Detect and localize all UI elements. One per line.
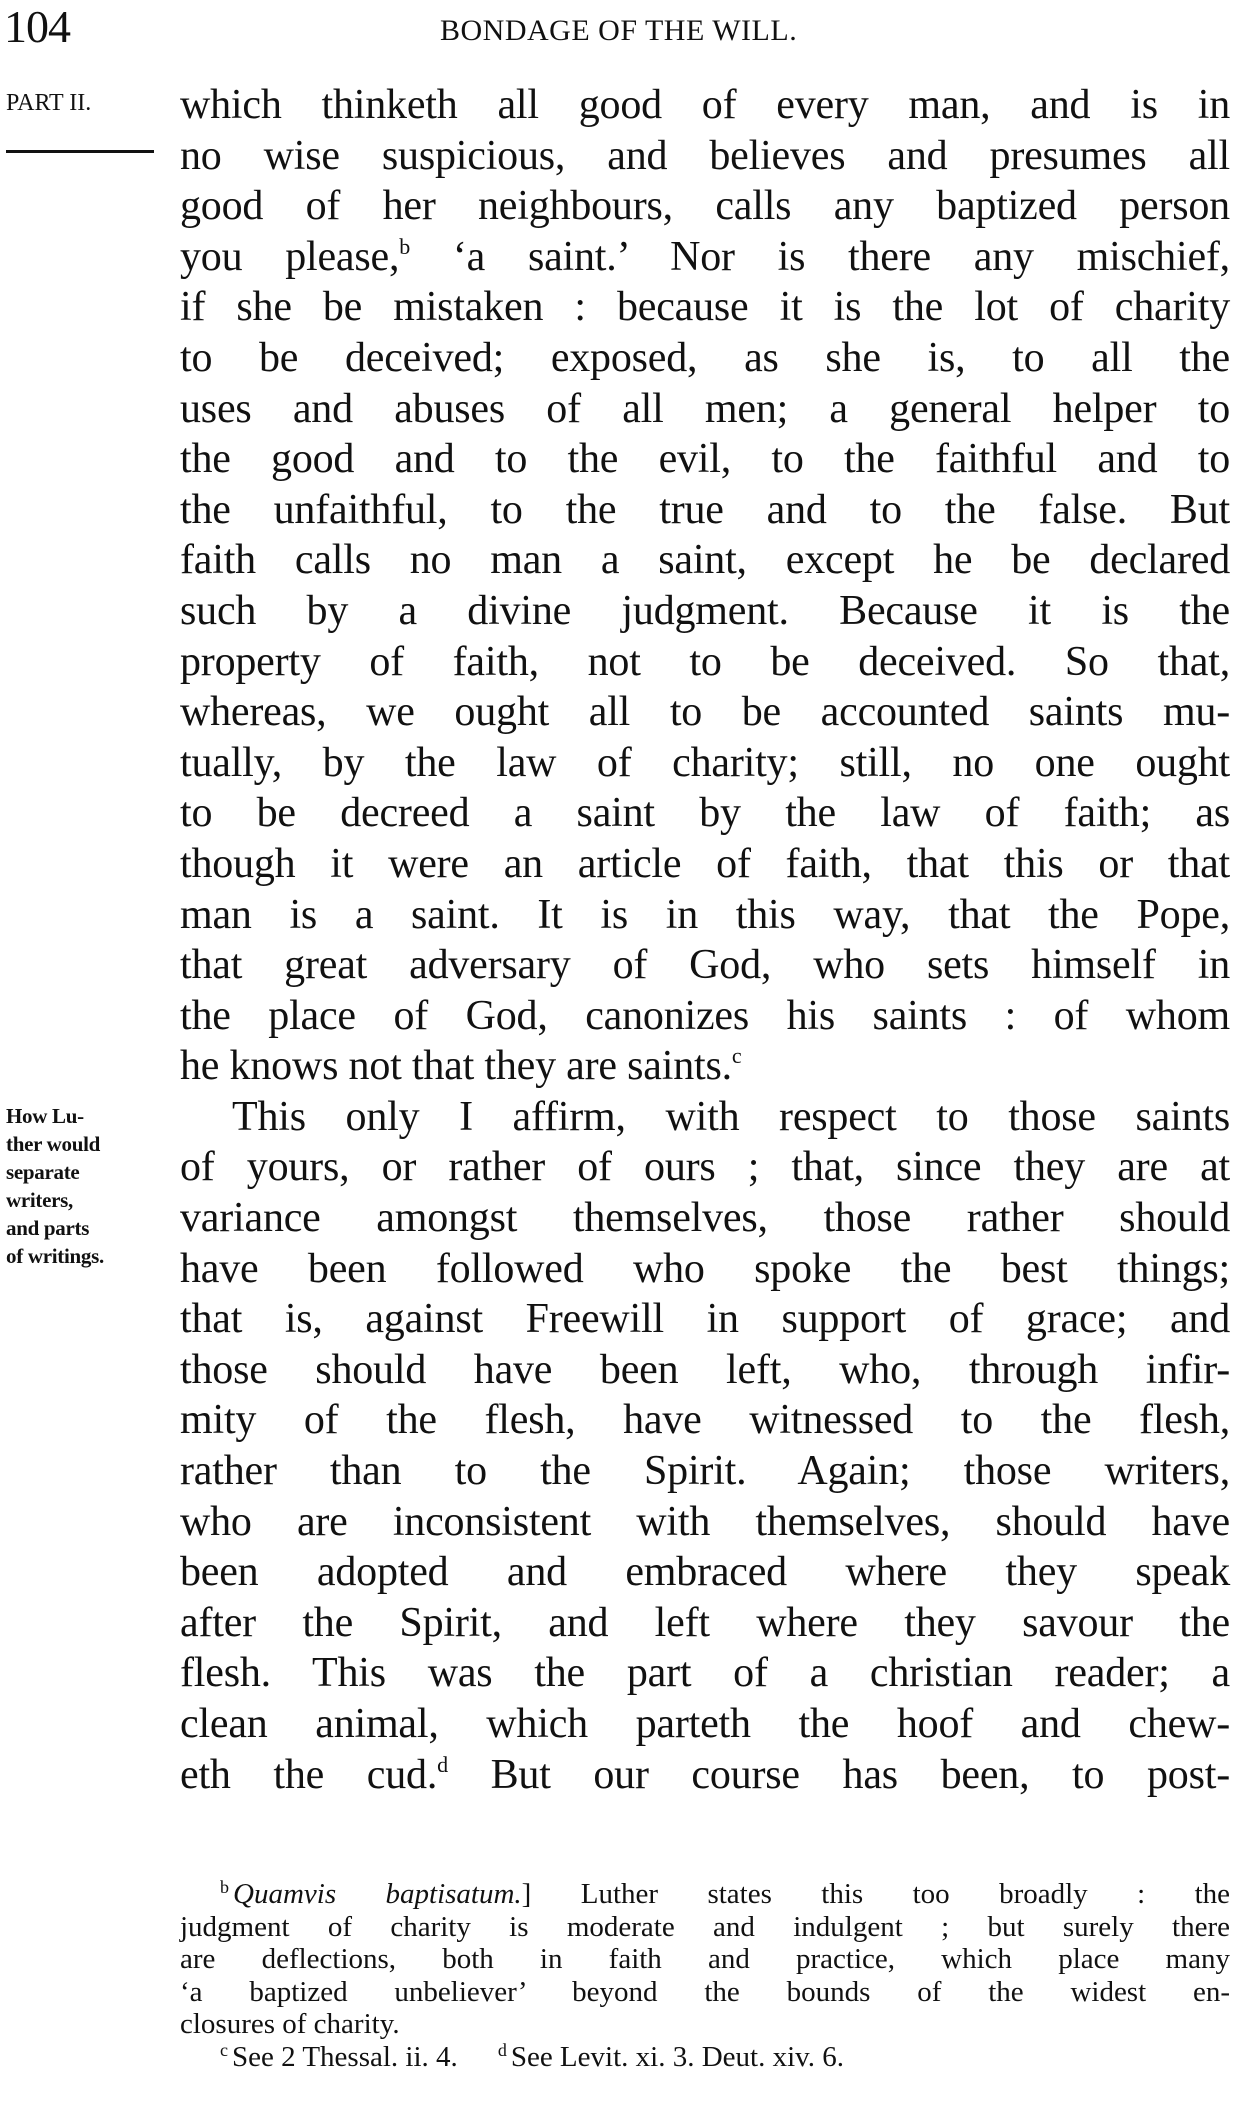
- footnote-refs-c-d: [180, 2041, 1230, 2074]
- text-line: rather than to the Spirit. Again; those writers,: [180, 1448, 1230, 1495]
- text-line: such by a divine judgment. Because it is the: [180, 587, 1230, 634]
- running-title: BONDAGE OF THE WILL.: [440, 14, 798, 47]
- part-label: PART II.: [6, 90, 92, 116]
- text-line: [180, 232, 1230, 283]
- footnote-ref-d[interactable]: d: [437, 1751, 448, 1777]
- footnotes: [180, 1878, 1230, 2073]
- text-line: property of faith, not to be deceived. So that,: [180, 638, 1230, 685]
- text-line: if she be mistaken : because it is the lot of charity: [180, 284, 1230, 331]
- text-line: the good and to the evil, to the faithful and to: [180, 436, 1230, 483]
- sidenote: [6, 1102, 176, 1270]
- footnote-d-text: See Levit. xi. 3. Deut. xiv. 6.: [510, 2040, 844, 2073]
- text-line: mity of the flesh, have witnessed to the flesh,: [180, 1397, 1230, 1444]
- text-line: [180, 1750, 1230, 1801]
- footnote-line: closures of charity.: [180, 2008, 400, 2040]
- sidenote-line: writers,: [6, 1188, 73, 1212]
- text-line: good of her neighbours, calls any baptized person: [180, 183, 1230, 230]
- footnote-b: [180, 1878, 1230, 1911]
- footnote-ref-b[interactable]: b: [399, 233, 411, 259]
- text-segment: he knows not that they are saints.: [180, 1043, 732, 1090]
- text-segment: you please,: [180, 233, 400, 280]
- sidenote-line: How Lu-: [6, 1104, 84, 1128]
- footnote-latin-phrase: Quamvis baptisatum.: [233, 1878, 522, 1910]
- sidenote-line: and parts: [6, 1216, 90, 1240]
- text-line: those should have been left, who, through infir-: [180, 1346, 1230, 1393]
- text-line: no wise suspicious, and believes and presumes all: [180, 132, 1230, 179]
- text-line: though it were an article of faith, that this or that: [180, 840, 1230, 887]
- text-segment: ‘a saint.’ Nor is there any mischief,: [410, 233, 1230, 280]
- footnote-c-text: See 2 Thessal. ii. 4.: [232, 2040, 458, 2073]
- text-line: that great adversary of God, who sets himself in: [180, 942, 1230, 989]
- text-line: whereas, we ought all to be accounted saints mu-: [180, 689, 1230, 736]
- text-line: flesh. This was the part of a christian reader; a: [180, 1650, 1230, 1697]
- text-line: have been followed who spoke the best things;: [180, 1245, 1230, 1292]
- text-line: which thinketh all good of every man, and is in: [180, 82, 1230, 128]
- text-line: man is a saint. It is in this way, that the Pope,: [180, 891, 1230, 938]
- text-line: uses and abuses of all men; a general helper to: [180, 385, 1230, 432]
- text-segment: But our course has been, to post-: [447, 1751, 1230, 1798]
- sidenote-line: of writings.: [6, 1244, 104, 1268]
- text-line: clean animal, which parteth the hoof and chew-: [180, 1701, 1230, 1747]
- footnote-line: ‘a baptized unbeliever’ beyond the bounds of the widest en-: [180, 1975, 1230, 2008]
- footnote-line: are deflections, both in faith and practice, which place many: [180, 1943, 1230, 1975]
- part-rule-divider: [6, 150, 154, 153]
- body-text: [180, 80, 1230, 1800]
- text-line: who are inconsistent with themselves, should have: [180, 1498, 1230, 1545]
- text-line: the unfaithful, to the true and to the false. But: [180, 486, 1230, 533]
- footnote-line: judgment of charity is moderate and indulgent ; but surely there: [180, 1910, 1230, 1943]
- text-line: This only I affirm, with respect to those saints: [232, 1093, 1230, 1140]
- text-line: of yours, or rather of ours ; that, since they are at: [180, 1144, 1230, 1191]
- text-line: faith calls no man a saint, except he be declared: [180, 537, 1230, 584]
- footnote-mark-c: c: [220, 2039, 228, 2060]
- text-line: the place of God, canonizes his saints : of whom: [180, 992, 1230, 1039]
- text-segment: eth the cud.: [180, 1751, 438, 1798]
- text-line: that is, against Freewill in support of grace; and: [180, 1296, 1230, 1343]
- text-line: tually, by the law of charity; still, no one ought: [180, 739, 1230, 786]
- sidenote-line: separate: [6, 1160, 80, 1184]
- text-line: to be deceived; exposed, as she is, to all the: [180, 334, 1230, 381]
- text-line: [180, 1041, 1230, 1092]
- footnote-mark-b: b: [220, 1877, 229, 1897]
- text-line: variance amongst themselves, those rather should: [180, 1195, 1230, 1242]
- text-line: to be decreed a saint by the law of faith; as: [180, 790, 1230, 837]
- footnote-mark-d: d: [497, 2039, 507, 2060]
- sidenote-line: ther would: [6, 1132, 101, 1156]
- footnote-ref-c[interactable]: c: [731, 1043, 742, 1069]
- page-number: 104: [4, 1, 70, 52]
- footnote-text: ] Luther states this too broadly : the: [521, 1878, 1230, 1910]
- text-line: been adopted and embraced where they speak: [180, 1549, 1230, 1596]
- text-line: after the Spirit, and left where they savour the: [180, 1599, 1230, 1646]
